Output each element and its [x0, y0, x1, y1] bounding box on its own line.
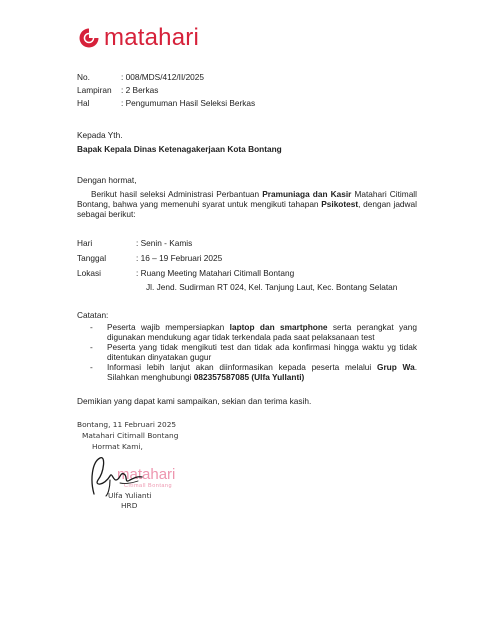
note-1-text-a: Peserta wajib mempersiapkan	[107, 322, 230, 332]
signature-place-date: Bontang, 11 Februari 2025	[77, 420, 177, 429]
body-bold-position: Pramuniaga dan Kasir	[262, 189, 352, 199]
schedule-label-lokasi: Lokasi	[77, 268, 101, 278]
note-3-text-a: Informasi lebih lanjut akan diinformasikan kepada peserta melalui	[107, 362, 377, 372]
body-text-2: Matahari Citimall Bontang, bahwa yang memenuhi syarat untuk mengikuti tahapan	[77, 189, 417, 209]
body-text-1: Berikut hasil seleksi Administrasi Perbantuan	[91, 189, 263, 199]
signature-regards: Hormat Kami,	[92, 442, 143, 451]
note-3-bold-contact: 082357587085 (Ulfa Yullanti)	[193, 372, 305, 382]
signatory-name: Ulfa Yulianti	[108, 491, 152, 500]
note-3-text-b: . Silahkan menghubungi	[107, 362, 417, 382]
body-text-3: , dengan jadwal sebagai berikut:	[77, 199, 417, 219]
note-bullet: -	[90, 342, 93, 352]
note-1-text-b: serta perangkat yang digunakan mendukung agar tidak terkendala pada saat pelaksanaan test	[107, 322, 417, 342]
body-paragraph	[77, 189, 417, 219]
header-label-lampiran: Lampiran	[77, 85, 112, 95]
header-label-hal: Hal	[77, 98, 90, 108]
note-bullet: -	[90, 322, 93, 332]
location-address: Jl. Jend. Sudirman RT 024, Kel. Tanjung Laut, Kec. Bontang Selatan	[146, 282, 398, 292]
schedule-value-hari: : Senin - Kamis	[136, 238, 193, 248]
closing-sentence: Demikian yang dapat kami sampaikan, sekian dan terima kasih.	[77, 396, 312, 406]
brand-logo	[77, 25, 199, 51]
header-label-no: No.	[77, 72, 90, 82]
header-value-lampiran: : 2 Berkas	[121, 85, 159, 95]
matahari-logo-icon	[77, 26, 101, 50]
addressee-greeting: Kepada Yth.	[77, 130, 123, 140]
schedule-value-lokasi: : Ruang Meeting Matahari Citimall Bontang	[136, 268, 295, 278]
signature-company: Matahari Citimall Bontang	[82, 431, 179, 440]
schedule-label-tanggal: Tanggal	[77, 253, 107, 263]
company-stamp: matahari	[117, 466, 176, 483]
note-item-3	[107, 362, 417, 382]
company-stamp-sub: Citimall Bontang	[124, 483, 173, 489]
brand-name: matahari	[104, 24, 199, 51]
body-bold-psikotest: Psikotest	[321, 199, 359, 209]
signatory-title: HRD	[121, 501, 138, 510]
note-item-2: Peserta yang tidak mengikuti test dan tidak ada konfirmasi hingga waktu yg tidak ditentukan dinyatakan gugur	[107, 342, 417, 362]
note-1-bold: laptop dan smartphone	[229, 322, 328, 332]
opening-salutation: Dengan hormat,	[77, 175, 137, 185]
note-item-1	[107, 322, 417, 342]
note-3-bold-group: Grup Wa	[377, 362, 415, 372]
schedule-value-tanggal: : 16 – 19 Februari 2025	[136, 253, 223, 263]
addressee-name: Bapak Kepala Dinas Ketenagakerjaan Kota Bontang	[77, 144, 282, 154]
header-value-no: : 008/MDS/412/II/2025	[121, 72, 205, 82]
notes-title: Catatan:	[77, 310, 109, 320]
schedule-label-hari: Hari	[77, 238, 93, 248]
header-value-hal: : Pengumuman Hasil Seleksi Berkas	[121, 98, 256, 108]
note-bullet: -	[90, 362, 93, 372]
